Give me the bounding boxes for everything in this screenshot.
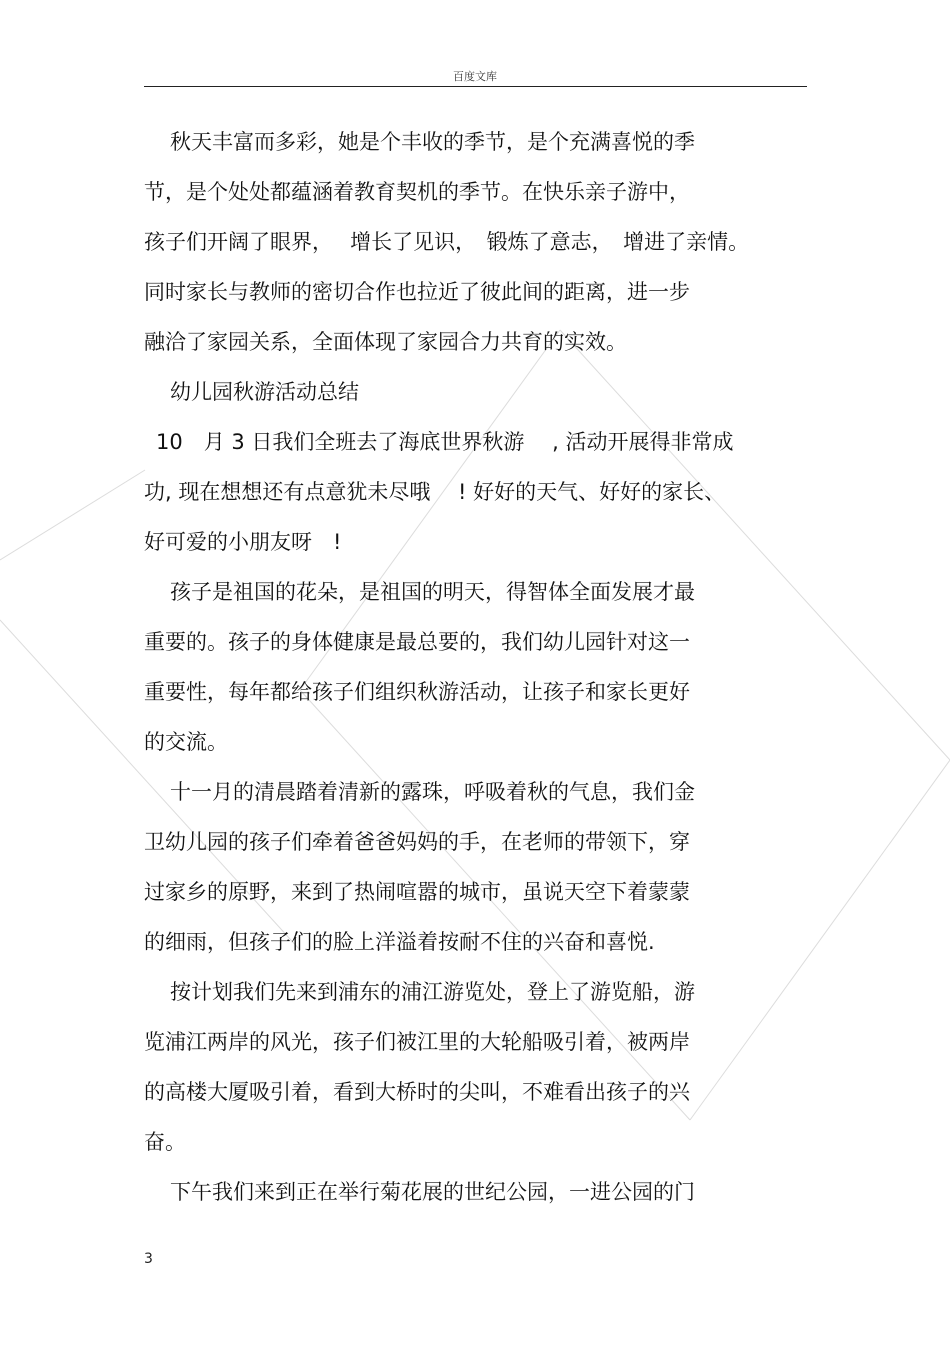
paragraph-line: 好可爱的小朋友呀 ! (144, 530, 342, 554)
paragraph-line: 下午我们来到正在举行菊花展的世纪公园，一进公园的门 (170, 1180, 695, 1204)
paragraph-line: 重要性，每年都给孩子们组织秋游活动，让孩子和家长更好 (144, 680, 690, 704)
paragraph-line: 十一月的清晨踏着清新的露珠，呼吸着秋的气息，我们金 (170, 780, 695, 804)
paragraph-line: 10 月 3 日我们全班去了海底世界秋游 , 活动开展得非常成 (156, 430, 734, 454)
paragraph-line: 孩子是祖国的花朵，是祖国的明天，得智体全面发展才最 (170, 580, 695, 604)
section-title: 幼儿园秋游活动总结 (170, 380, 359, 404)
paragraph-line: 的高楼大厦吸引着，看到大桥时的尖叫，不难看出孩子的兴 (144, 1080, 690, 1104)
paragraph-line: 重要的。孩子的身体健康是最总要的，我们幼儿园针对这一 (144, 630, 690, 654)
paragraph-line: 奋。 (144, 1130, 186, 1154)
header-divider (144, 86, 807, 87)
paragraph-line: 孩子们开阔了眼界， 增长了见识， 锻炼了意志， 增进了亲情。 (144, 230, 750, 254)
paragraph-line: 秋天丰富而多彩，她是个丰收的季节，是个充满喜悦的季 (170, 130, 695, 154)
page-number: 3 (144, 1251, 153, 1267)
header-source-label: 百度文库 (453, 70, 497, 83)
paragraph-line: 的交流。 (144, 730, 228, 754)
paragraph-line: 卫幼儿园的孩子们牵着爸爸妈妈的手，在老师的带领下，穿 (144, 830, 690, 854)
paragraph-line: 融洽了家园关系，全面体现了家园合力共育的实效。 (144, 330, 627, 354)
paragraph-line: 览浦江两岸的风光，孩子们被江里的大轮船吸引着，被两岸 (144, 1030, 690, 1054)
paragraph-line: 的细雨，但孩子们的脸上洋溢着按耐不住的兴奋和喜悦. (144, 930, 655, 954)
paragraph-line: 节，是个处处都蕴涵着教育契机的季节。在快乐亲子游中， (144, 180, 690, 204)
paragraph-line: 同时家长与教师的密切合作也拉近了彼此间的距离，进一步 (144, 280, 690, 304)
paragraph-line: 按计划我们先来到浦东的浦江游览处，登上了游览船，游 (170, 980, 695, 1004)
paragraph-line: 过家乡的原野，来到了热闹喧嚣的城市，虽说天空下着蒙蒙 (144, 880, 690, 904)
paragraph-line: 功, 现在想想还有点意犹未尽哦 ! 好好的天气、好好的家长、 (144, 480, 726, 504)
